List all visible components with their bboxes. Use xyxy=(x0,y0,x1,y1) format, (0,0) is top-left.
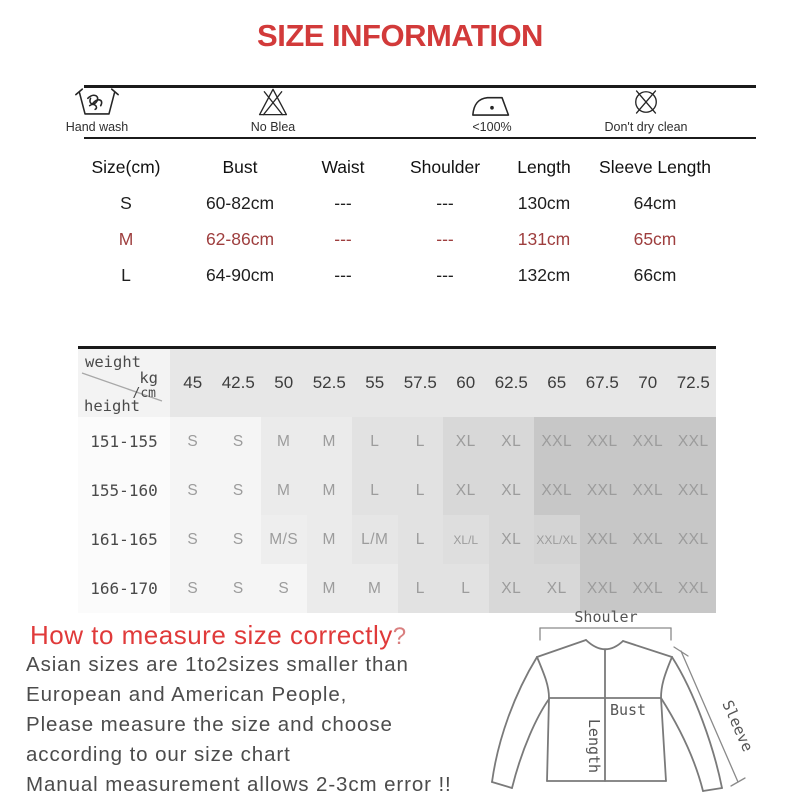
care-item-no-bleach xyxy=(207,88,339,134)
matrix-size-cell: XXL xyxy=(534,466,580,515)
size-table-cell: 64-90cm xyxy=(205,264,275,285)
care-item-iron xyxy=(426,88,558,134)
matrix-size-cell: L xyxy=(398,466,444,515)
matrix-size-cell: XL xyxy=(489,564,535,613)
measure-note-question-mark: ? xyxy=(392,623,407,650)
matrix-size-cell: L xyxy=(398,417,444,466)
iron-low-heat-icon xyxy=(471,88,513,117)
matrix-size-cell: XXL/XL xyxy=(534,515,580,564)
matrix-size-cell: M xyxy=(261,417,307,466)
matrix-weight-header: 60 xyxy=(443,349,489,417)
size-table-cell: --- xyxy=(436,192,454,213)
garment-diagram xyxy=(485,598,795,800)
matrix-size-cell: XXL xyxy=(671,466,717,515)
matrix-size-cell: XL/L xyxy=(443,515,489,564)
shoulder-label: Shouler xyxy=(574,608,638,626)
size-table-cell: 66cm xyxy=(633,264,677,285)
size-table-cell: 64cm xyxy=(633,192,677,213)
size-table-cell: --- xyxy=(334,264,352,285)
hand-wash-icon xyxy=(74,87,120,117)
matrix-size-cell: XL xyxy=(489,417,535,466)
matrix-size-cell: XXL xyxy=(671,515,717,564)
matrix-size-cell: XXL xyxy=(671,564,717,613)
size-table-cell: --- xyxy=(436,264,454,285)
corner-height-label: height xyxy=(84,397,140,415)
size-table-cell: --- xyxy=(334,228,352,249)
no-bleach-icon xyxy=(257,87,289,117)
page-title: SIZE INFORMATION xyxy=(257,18,543,53)
measure-note-heading xyxy=(30,620,407,651)
size-table-cell: S xyxy=(120,192,132,213)
measure-note-heading-text: How to measure size correctly xyxy=(30,620,393,650)
matrix-size-cell: S xyxy=(170,564,216,613)
matrix-size-cell: L/M xyxy=(352,515,398,564)
matrix-weight-header: 72.5 xyxy=(671,349,717,417)
matrix-weight-header: 62.5 xyxy=(489,349,535,417)
size-table-cell: 60-82cm xyxy=(205,192,275,213)
matrix-size-cell: XXL xyxy=(625,564,671,613)
matrix-size-cell: XXL xyxy=(580,564,626,613)
size-table-cell: 62-86cm xyxy=(205,228,275,249)
measure-note-line: according to our size chart xyxy=(26,743,291,766)
measure-note-line: European and American People, xyxy=(26,683,348,706)
matrix-weight-header: 57.5 xyxy=(398,349,444,417)
matrix-size-cell: XL xyxy=(443,417,489,466)
care-label: <100% xyxy=(472,120,512,134)
matrix-size-cell: XL xyxy=(489,515,535,564)
size-table-cell: L xyxy=(121,264,131,285)
matrix-weight-header: 50 xyxy=(261,349,307,417)
matrix-size-cell: S xyxy=(216,466,262,515)
size-table-cell: 131cm xyxy=(517,228,571,249)
sweater-outline-drawing xyxy=(485,598,795,798)
measure-note-line: Manual measurement allows 2-3cm error !! xyxy=(26,773,452,796)
matrix-size-cell: XL xyxy=(534,564,580,613)
measure-note-lines xyxy=(26,650,496,800)
matrix-size-cell: M xyxy=(307,466,353,515)
matrix-size-cell: M xyxy=(307,417,353,466)
matrix-size-cell: M xyxy=(261,466,307,515)
matrix-size-cell: XXL xyxy=(534,417,580,466)
matrix-size-cell: L xyxy=(352,466,398,515)
care-item-hand-wash xyxy=(31,88,163,134)
divider-bottom xyxy=(84,137,756,139)
matrix-weight-header: 67.5 xyxy=(580,349,626,417)
care-label: Hand wash xyxy=(65,120,129,134)
matrix-size-cell: S xyxy=(261,564,307,613)
size-table-header: Sleeve Length xyxy=(599,156,711,177)
size-table-cell: 132cm xyxy=(517,264,571,285)
matrix-size-cell: XL xyxy=(489,466,535,515)
size-table-cell: --- xyxy=(334,192,352,213)
matrix-size-cell: L xyxy=(398,515,444,564)
matrix-weight-header: 55 xyxy=(352,349,398,417)
matrix-size-cell: M xyxy=(307,515,353,564)
size-table-cell: 65cm xyxy=(633,228,677,249)
size-table-cell: M xyxy=(118,228,134,249)
matrix-height-label: 161-165 xyxy=(78,515,170,564)
matrix-size-cell: S xyxy=(170,515,216,564)
matrix-size-cell: S xyxy=(216,564,262,613)
measure-note-line: Please measure the size and choose xyxy=(26,713,393,736)
no-dry-clean-icon xyxy=(630,87,662,117)
corner-cm-label: /cm xyxy=(132,386,156,401)
size-table-cell: 130cm xyxy=(517,192,571,213)
size-table-header: Bust xyxy=(222,156,258,177)
care-label: No Blea xyxy=(250,120,296,134)
sleeve-label: Sleeve xyxy=(718,697,757,755)
measure-note-line: Asian sizes are 1to2sizes smaller than xyxy=(26,653,409,676)
size-table-header: Waist xyxy=(321,156,365,177)
matrix-height-label: 166-170 xyxy=(78,564,170,613)
matrix-size-cell: M/S xyxy=(261,515,307,564)
matrix-size-cell: XXL xyxy=(580,417,626,466)
matrix-size-cell: XL xyxy=(443,466,489,515)
matrix-weight-header: 45 xyxy=(170,349,216,417)
matrix-height-label: 151-155 xyxy=(78,417,170,466)
matrix-corner-cell xyxy=(78,349,170,417)
matrix-weight-header: 70 xyxy=(625,349,671,417)
matrix-size-cell: XXL xyxy=(580,515,626,564)
matrix-weight-header: 52.5 xyxy=(307,349,353,417)
matrix-size-cell: L xyxy=(443,564,489,613)
size-table-header: Length xyxy=(517,156,571,177)
matrix-size-cell: XXL xyxy=(671,417,717,466)
length-label: Length xyxy=(585,718,603,774)
matrix-size-cell: XXL xyxy=(580,466,626,515)
corner-kg-label: kg xyxy=(139,369,158,387)
care-label: Don't dry clean xyxy=(604,120,688,134)
bust-label: Bust xyxy=(609,701,647,719)
matrix-weight-header: 42.5 xyxy=(216,349,262,417)
size-table-cell: --- xyxy=(436,228,454,249)
matrix-size-cell: S xyxy=(216,417,262,466)
matrix-size-cell: XXL xyxy=(625,417,671,466)
size-table xyxy=(66,149,720,293)
care-item-no-dry-clean xyxy=(580,88,712,134)
matrix-size-cell: XXL xyxy=(625,466,671,515)
matrix-size-cell: S xyxy=(170,466,216,515)
matrix-size-cell: L xyxy=(352,417,398,466)
matrix-size-cell: M xyxy=(307,564,353,613)
matrix-size-cell: S xyxy=(216,515,262,564)
size-table-header: Shoulder xyxy=(409,156,481,177)
corner-weight-label: weight xyxy=(85,353,141,371)
matrix-size-cell: XXL xyxy=(625,515,671,564)
height-weight-matrix xyxy=(78,346,716,613)
matrix-size-cell: L xyxy=(398,564,444,613)
matrix-size-cell: S xyxy=(170,417,216,466)
matrix-size-cell: M xyxy=(352,564,398,613)
size-table-header: Size(cm) xyxy=(91,156,161,177)
matrix-height-label: 155-160 xyxy=(78,466,170,515)
matrix-weight-header: 65 xyxy=(534,349,580,417)
